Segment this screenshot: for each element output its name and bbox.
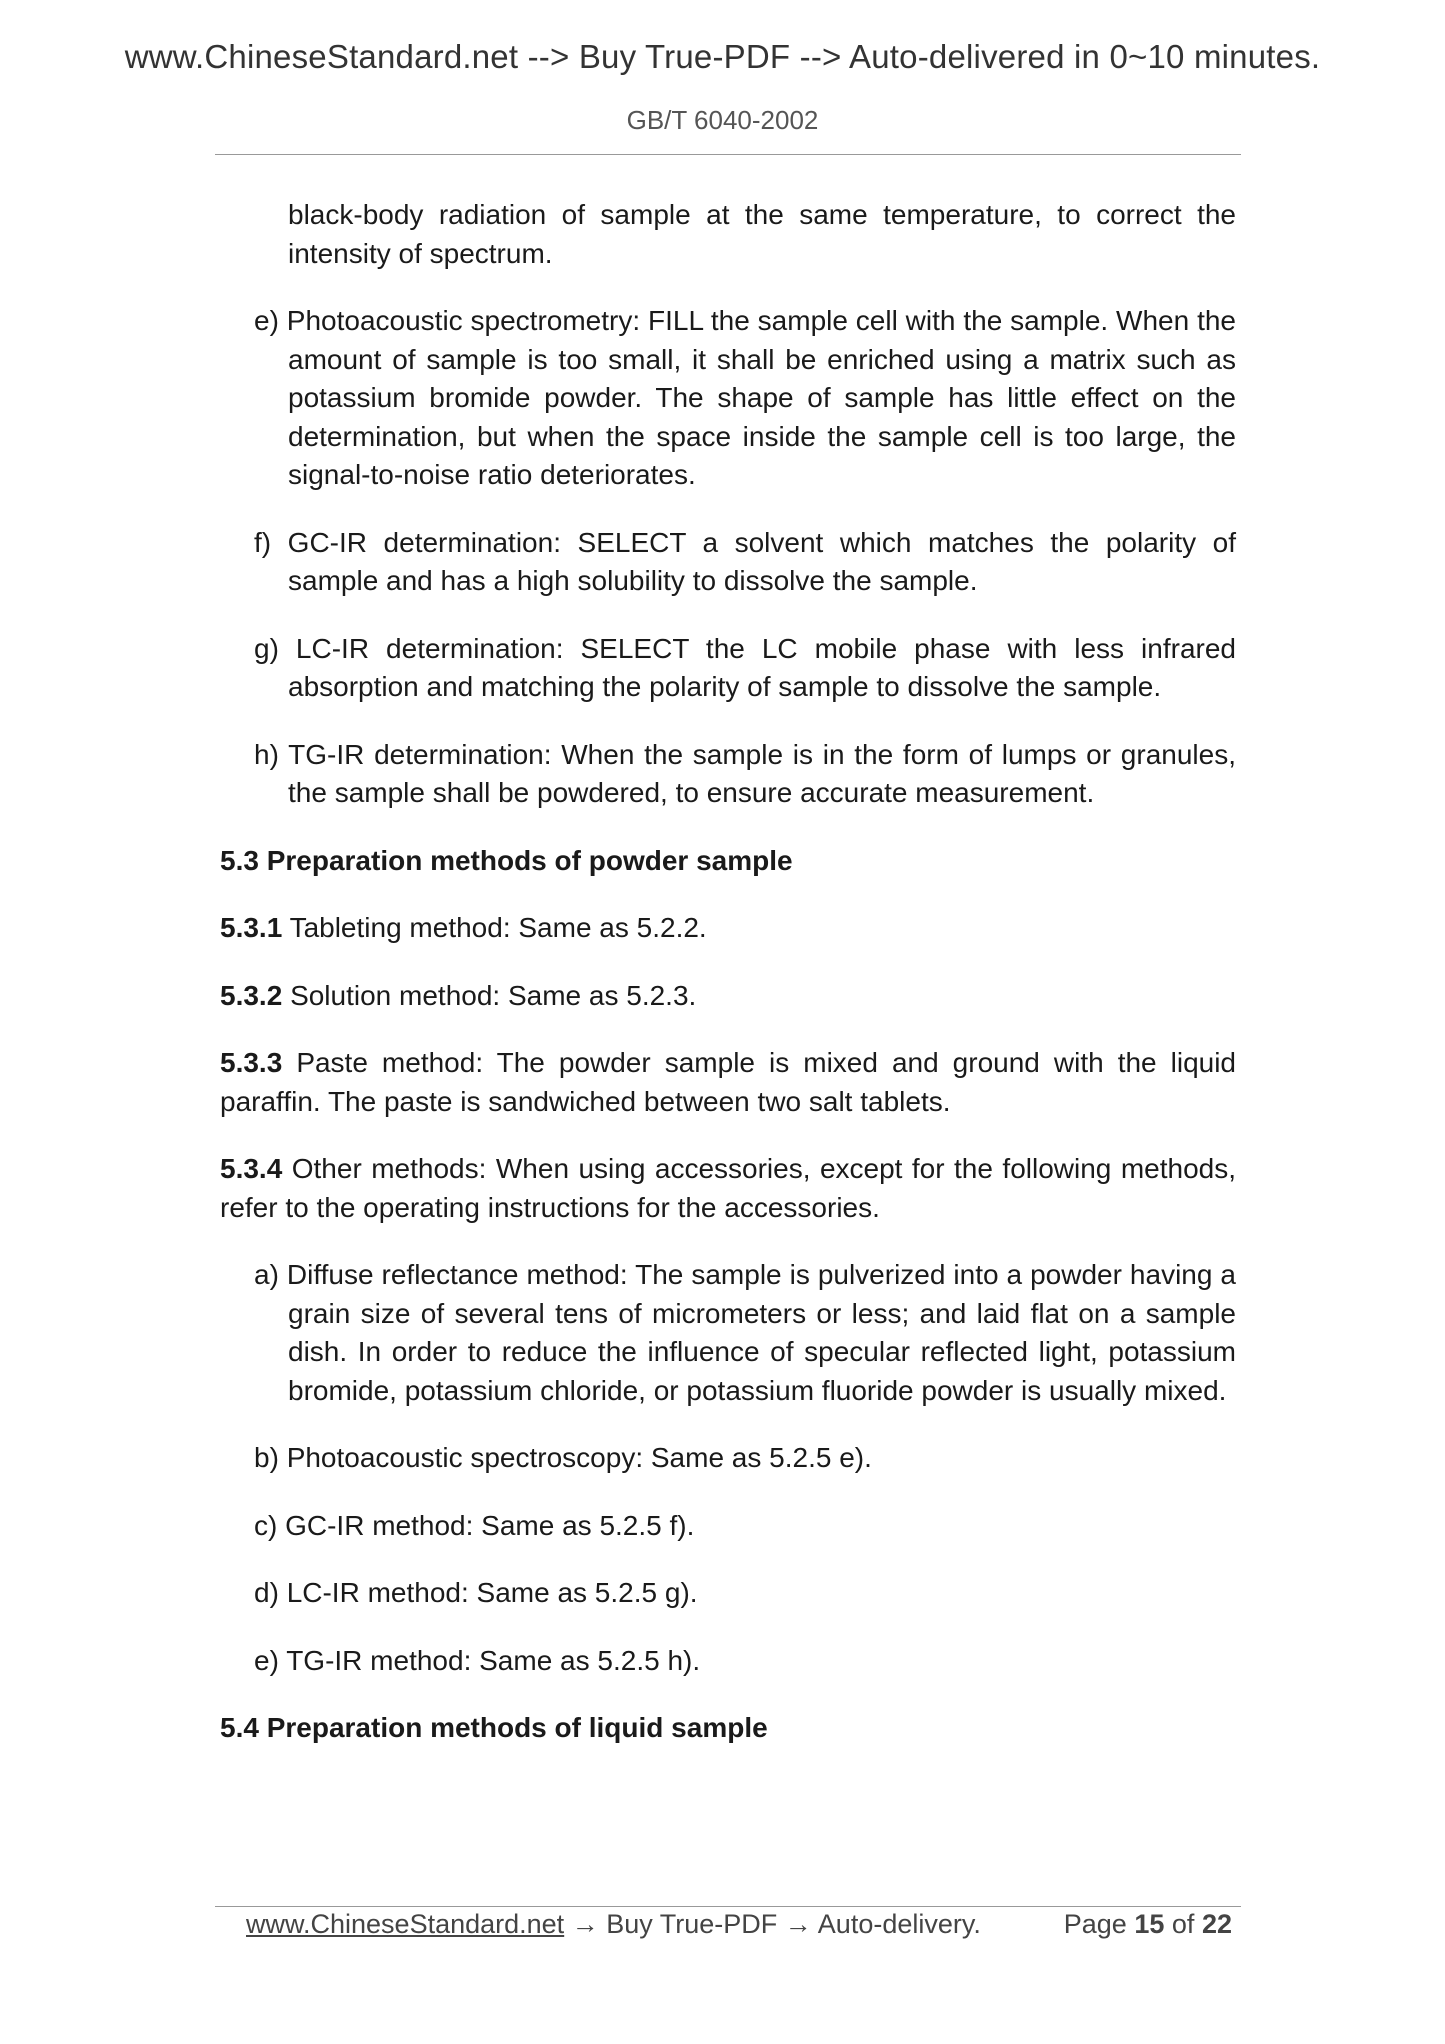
footer-promo — [246, 1909, 981, 1940]
continuation-paragraph: black-body radiation of sample at the same temperature, to correct the intensity of spectrum. — [288, 199, 1236, 269]
footer-delivery-text: Auto-delivery. — [817, 1909, 981, 1939]
list-label: e) — [254, 305, 279, 336]
of-word: of — [1171, 1909, 1195, 1939]
clause-5-3-3 — [220, 1044, 1236, 1121]
arrow-right-icon: → — [571, 1909, 599, 1939]
list-item-5-2-5-h — [220, 736, 1236, 813]
list-label: h) — [254, 738, 279, 770]
list-item-5-3-4-b — [220, 1439, 1236, 1478]
footer-buy-text: Buy True-PDF — [606, 1909, 778, 1939]
document-body — [220, 196, 1236, 1777]
list-item-5-2-5-f — [220, 524, 1236, 601]
list-text: GC-IR method: Same as 5.2.5 f). — [285, 1509, 695, 1541]
clause-5-3-1 — [220, 909, 1236, 948]
arrow-right-icon: → — [784, 1909, 812, 1939]
list-label: b) — [254, 1442, 279, 1473]
list-item-5-3-4-c — [220, 1507, 1236, 1546]
list-text: TG-IR determination: When the sample is in the form of lumps or granules, the sample shall be powdered, to ensure accurate measurement. — [288, 738, 1236, 808]
list-item-5-2-5-e — [220, 302, 1236, 495]
list-label: a) — [254, 1259, 279, 1290]
list-label: f) — [254, 526, 272, 558]
list-text: Photoacoustic spectroscopy: Same as 5.2.5 e). — [286, 1442, 872, 1473]
list-label: g) — [254, 632, 279, 664]
list-text: Photoacoustic spectrometry: FILL the sample cell with the sample. When the amount of sample is too small, it shall be enriched using a matrix such as potassium bromide powder. The shape of sample has little effect on the determination, but when the space inside the sample cell is too large, the signal-to-noise ratio deteriorates. — [286, 305, 1236, 490]
page-total: 22 — [1201, 1909, 1232, 1939]
list-item-5-3-4-d — [220, 1574, 1236, 1613]
clause-number: 5.3.4 — [220, 1153, 283, 1184]
list-item-5-2-5-g — [220, 630, 1236, 707]
clause-number: 5.3.1 — [220, 912, 283, 943]
section-heading-5-3: 5.3 Preparation methods of powder sample — [220, 844, 793, 876]
header-banner: www.ChineseStandard.net --> Buy True-PDF --> Auto-delivered in 0~10 minutes. — [124, 38, 1321, 75]
clause-5-3-2 — [220, 977, 1236, 1016]
list-text: TG-IR method: Same as 5.2.5 h). — [286, 1644, 701, 1676]
page-current: 15 — [1134, 1909, 1165, 1939]
clause-number: 5.3.3 — [220, 1047, 283, 1078]
clause-number: 5.3.2 — [220, 979, 283, 1011]
footer-divider — [215, 1906, 1241, 1907]
list-text: LC-IR determination: SELECT the LC mobile phase with less infrared absorption and matching the polarity of sample to dissolve the sample. — [288, 632, 1236, 702]
page-indicator — [1064, 1909, 1232, 1940]
clause-text: Solution method: Same as 5.2.3. — [290, 979, 697, 1011]
standard-number: GB/T 6040-2002 — [626, 105, 819, 135]
list-text: Diffuse reflectance method: The sample is pulverized into a powder having a grain size of several tens of micrometers or less; and laid flat on a sample dish. In order to reduce the influence of specular reflected light, potassium bromide, potassium chloride, or potassium fluoride powder is usually mixed. — [286, 1259, 1237, 1406]
footer-website-link[interactable]: www.ChineseStandard.net — [246, 1909, 565, 1939]
list-text: GC-IR determination: SELECT a solvent which matches the polarity of sample and has a high solubility to dissolve the sample. — [287, 526, 1237, 596]
list-label: e) — [254, 1644, 279, 1676]
list-label: c) — [254, 1509, 278, 1541]
list-item-5-3-4-e — [220, 1642, 1236, 1681]
list-text: LC-IR method: Same as 5.2.5 g). — [286, 1577, 698, 1608]
page-word: Page — [1063, 1909, 1127, 1939]
list-item-5-3-4-a — [220, 1256, 1236, 1410]
clause-text: Paste method: The powder sample is mixed and ground with the liquid paraffin. The paste is sandwiched between two salt tablets. — [220, 1047, 1237, 1117]
clause-text: Tableting method: Same as 5.2.2. — [289, 912, 707, 943]
clause-text: Other methods: When using accessories, except for the following methods, refer to the operating instructions for the accessories. — [220, 1153, 1236, 1223]
section-heading-5-4: 5.4 Preparation methods of liquid sample — [220, 1712, 768, 1743]
list-label: d) — [254, 1577, 279, 1608]
clause-5-3-4 — [220, 1150, 1236, 1227]
header-divider — [215, 154, 1241, 155]
